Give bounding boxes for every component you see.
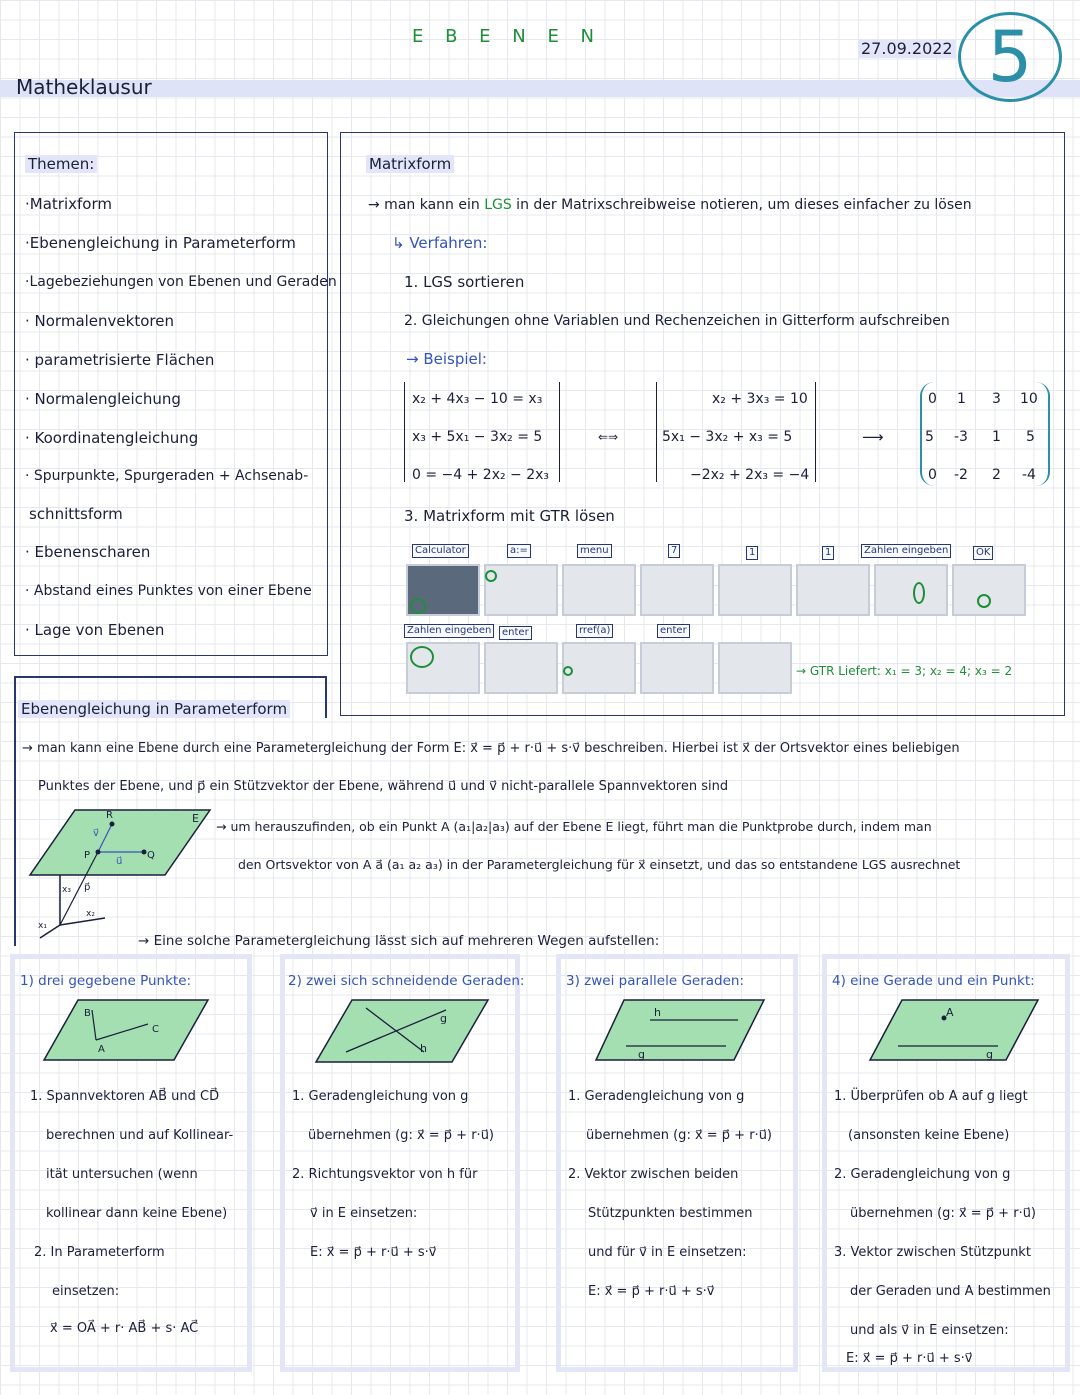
point-label: A [98,1044,105,1055]
diagram-label: x₂ [86,909,95,919]
theme-item: · parametrisierte Flächen [25,351,215,369]
gtr-highlight-circle [913,582,925,604]
param-title: Ebenengleichung in Parameterform [18,700,290,718]
step-1: 1. LGS sortieren [404,273,525,291]
matrix-cell: 1 [992,429,1001,445]
eq-right-row: x₂ + 3x₃ = 10 [712,391,808,407]
gtr-screenshot [640,564,714,616]
diagram-label: x₁ [38,921,47,931]
diagram-label: u⃗ [116,856,123,867]
theme-item: · Koordinatengleichung [25,429,199,447]
theme-item: ·Lagebeziehungen von Ebenen und Geraden [25,274,337,290]
plane-shape [596,1000,764,1060]
gtr-label: 1 [822,546,834,560]
method-line: Stützpunkten bestimmen [588,1206,753,1221]
equivalence-arrow: ⇐⇒ [598,430,619,444]
diagram-label: R [106,810,113,821]
method-diagram [312,996,492,1066]
diagram-label: p⃗ [84,882,91,893]
beispiel-label: → Beispiel: [406,350,487,368]
method-title: 4) eine Gerade und ein Punkt: [832,973,1035,989]
line-label: g [440,1012,447,1025]
gtr-screenshot [484,642,558,694]
method-line: berechnen und auf Kollinear- [46,1128,234,1143]
date-label: 27.09.2022 [858,40,956,58]
page-number: 5 [987,16,1033,98]
plane-shape [44,1000,208,1060]
method-line: x⃗ = OA⃗ + r· AB⃗ + s· AC⃗ [50,1321,199,1336]
method-diagram [592,996,768,1064]
method-line: E: x⃗ = p⃗ + r·u⃗ + s·v⃗ [310,1245,437,1260]
method-line: (ansonsten keine Ebene) [848,1128,1010,1143]
step-3: 3. Matrixform mit GTR lösen [404,507,615,525]
probe-line: den Ortsvektor von A a⃗ (a₁ a₂ a₃) in der Parametergleichung für x⃗ einsetzt, und das so entstandene LGS ausrechnet [238,857,961,872]
method-line: 2. Vektor zwischen beiden [568,1167,739,1182]
theme-item: · Lage von Ebenen [25,621,165,639]
matrix-cell: 5 [925,429,934,445]
method-title: 1) drei gegebene Punkte: [20,973,192,989]
diagram-label: v⃗ [93,828,99,839]
to-matrix-arrow: ⟶ [862,428,884,446]
wege-line: → Eine solche Parametergleichung lässt sich auf mehreren Wegen aufstellen: [138,933,660,949]
theme-item: · Normalenvektoren [25,312,174,330]
method-line: kollinear dann keine Ebene) [46,1206,228,1221]
step-2: 2. Gleichungen ohne Variablen und Rechenzeichen in Gitterform aufschreiben [404,313,950,329]
diagram-label: x₃ [62,885,71,895]
gtr-label: rref(a) [576,624,613,638]
theme-item: · Ebenenscharen [25,543,151,561]
method-line: der Geraden und A bestimmen [850,1284,1051,1299]
matrix-cell: 3 [992,391,1001,407]
gtr-label: Zahlen eingeben [404,624,494,638]
matrix-cell: 0 [928,391,937,407]
plane-shape [316,1000,488,1062]
point-marker [110,822,115,827]
gtr-screenshot [718,642,792,694]
theme-item: ·Ebenengleichung in Parameterform [25,234,296,252]
matrix-cell: -3 [954,429,968,445]
gtr-label: OK [973,546,993,560]
gtr-result: → GTR Liefert: x₁ = 3; x₂ = 4; x₃ = 2 [796,664,1013,678]
gtr-highlight-circle [410,646,434,668]
eq-left-row: x₃ + 5x₁ − 3x₂ = 5 [412,429,543,445]
gtr-screenshot [952,564,1026,616]
param-line: → man kann eine Ebene durch eine Parametergleichung der Form E: x⃗ = p⃗ + r·u⃗ + s·v⃗ beschreiben. Hierbei ist x⃗ der Ortsvektor eines beliebigen [22,741,960,756]
method-diagram [40,996,212,1064]
gtr-screenshot [640,642,714,694]
gtr-label: a:= [507,544,531,558]
matrix-title: Matrixform [366,155,454,173]
param-frame-top [14,676,326,678]
subject-bar [0,80,1080,97]
matrix-cell: 1 [957,391,966,407]
line-label: g [638,1048,645,1061]
themes-box [14,132,337,656]
matrix-cell: 2 [992,467,1001,483]
point-marker [96,850,101,855]
method-line: übernehmen (g: x⃗ = p⃗ + r·u⃗) [850,1206,1036,1221]
theme-item: · Abstand eines Punktes von einer Ebene [25,583,312,599]
method-line: ität untersuchen (wenn [46,1167,198,1182]
method-diagram [866,996,1042,1064]
method-line: 2. In Parameterform [34,1245,165,1260]
matrix-intro-1: → man kann ein [368,197,485,213]
param-line: Punktes der Ebene, und p⃗ ein Stützvektor der Ebene, während u⃗ und v⃗ nicht-parallele Spannvektoren sind [38,779,729,794]
gtr-label: Calculator [412,544,469,558]
matrix-cell: 5 [1026,429,1035,445]
gtr-label: 7 [668,544,680,558]
method-line: 1. Spannvektoren AB⃗ und CD⃗ [30,1089,220,1104]
matrix-cell: 10 [1020,391,1038,407]
verfahren-label: ↳ Verfahren: [392,234,488,252]
plane-shape [870,1000,1038,1060]
lgs-term: LGS [484,197,512,213]
eq-right-row: 5x₁ − 3x₂ + x₃ = 5 [662,429,793,445]
method-line: und für v⃗ in E einsetzen: [588,1245,747,1260]
matrix-cell: -2 [954,467,968,483]
method-line: 1. Geradengleichung von g [292,1089,469,1104]
method-line: übernehmen (g: x⃗ = p⃗ + r·u⃗) [308,1128,494,1143]
method-line: 2. Geradengleichung von g [834,1167,1011,1182]
method-line: 1. Geradengleichung von g [568,1089,745,1104]
gtr-screenshot [796,564,870,616]
eq-left-row: 0 = −4 + 2x₂ − 2x₃ [412,467,550,483]
axis-line [60,918,105,925]
diagram-label: P [84,850,91,861]
diagram-label: Q [147,850,155,861]
themes-title: Themen: [25,155,97,173]
eq-right-row: −2x₂ + 2x₃ = −4 [690,467,810,483]
method-line: E: x⃗ = p⃗ + r·u⃗ + s·v⃗ [846,1351,973,1366]
plane-diagram [20,800,220,940]
gtr-highlight-circle [563,666,573,676]
gtr-label: menu [577,544,612,558]
method-line: übernehmen (g: x⃗ = p⃗ + r·u⃗) [586,1128,772,1143]
matrix-cell: -4 [1022,467,1036,483]
point-marker [142,850,147,855]
method-line: und als v⃗ in E einsetzen: [850,1323,1009,1338]
diagram-label: E [192,812,199,825]
point-label: A [946,1006,954,1019]
gtr-label: Zahlen eingeben [861,544,951,558]
method-title: 2) zwei sich schneidende Geraden: [288,973,525,989]
eq-left-row: x₂ + 4x₃ − 10 = x₃ [412,391,543,407]
gtr-highlight-circle [485,570,497,582]
param-frame-left [14,676,16,946]
matrix-intro [368,196,972,214]
gtr-screenshot [718,564,792,616]
theme-item: schnittsform [29,505,123,523]
subject-title: Matheklausur [16,75,152,99]
probe-line: → um herauszufinden, ob ein Punkt A (a₁|a₂|a₃) auf der Ebene E liegt, führt man die Punktprobe durch, indem man [216,819,932,834]
page-title: E B E N E N [412,26,603,47]
method-line: E: x⃗ = p⃗ + r·u⃗ + s·v⃗ [588,1284,715,1299]
point-label: C [152,1024,159,1035]
gtr-label: 1 [746,546,758,560]
gtr-highlight-circle [410,598,426,614]
matrix-cell: 0 [928,467,937,483]
method-line: 1. Überprüfen ob A auf g liegt [834,1089,1028,1104]
method-line: 2. Richtungsvektor von h für [292,1167,478,1182]
theme-item: ·Matrixform [25,195,112,213]
gtr-label: enter [499,626,532,640]
line-label: h [420,1042,427,1055]
gtr-highlight-circle [977,594,991,608]
gtr-screenshot [562,642,636,694]
gtr-screenshot [874,564,948,616]
method-line: v⃗ in E einsetzen: [310,1206,418,1221]
point-label: B [84,1008,91,1019]
method-title: 3) zwei parallele Geraden: [566,973,745,989]
theme-item: · Spurpunkte, Spurgeraden + Achsenab- [25,468,309,484]
gtr-label: enter [657,624,690,638]
line-label: g [986,1048,993,1061]
gtr-screenshot [562,564,636,616]
method-line: 3. Vektor zwischen Stützpunkt [834,1245,1031,1260]
theme-item: · Normalengleichung [25,390,181,408]
param-frame-right [325,676,327,718]
line-label: h [654,1006,661,1019]
page-number-badge [958,12,1062,102]
matrix-intro-2: in der Matrixschreibweise notieren, um dieses einfacher zu lösen [511,197,972,213]
method-line: einsetzen: [52,1284,120,1299]
